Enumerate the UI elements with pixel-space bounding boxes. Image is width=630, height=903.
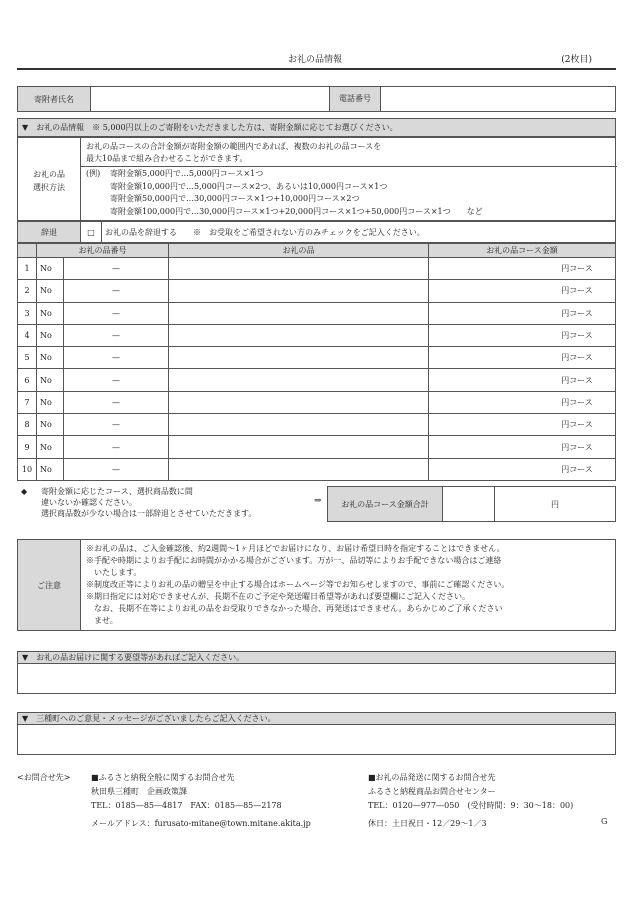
row-number: 6 [18,369,37,391]
decline-label: 辞退 [18,222,81,243]
item-number-field[interactable]: — [64,258,169,280]
row-no-label: No [37,391,64,413]
course-unit: 円コース [539,302,616,324]
request-title: ▼ お礼の品お届けに関する要望等があればご記入ください。 [17,651,616,664]
confirm-note: ◆ 寄附金額に応じたコース、選択商品数に間 違いないか確認ください。 選択商品数が少ない場合は一部辞退とさせていただきます。 [21,487,257,518]
item-name-field[interactable] [169,258,429,280]
item-number-field[interactable]: — [64,414,169,436]
course-amount-field[interactable] [429,347,540,369]
course-amount-field[interactable] [429,369,540,391]
row-number: 1 [18,258,37,280]
item-name-field[interactable] [169,414,429,436]
row-no-label: No [37,302,64,324]
item-number-field[interactable]: — [64,391,169,413]
diamond-icon: ◆ [21,487,28,496]
item-number-field[interactable]: — [64,436,169,458]
total-table [327,486,616,522]
item-name-field[interactable] [169,347,429,369]
contact-left-title: ■ふるさと納税全般に関するお問合せ先 [91,773,235,782]
example-item: 寄附金額10,000円で…5,000円コース×2つ、あるいは10,000円コース×1つ [110,181,388,191]
row-no-label: No [37,436,64,458]
item-name-field[interactable] [169,369,429,391]
request-field[interactable] [17,664,616,694]
contact-left-tel: TEL：0185—85—4817 FAX：0185—85—2178 [91,801,282,810]
item-name-field[interactable] [169,324,429,346]
course-unit: 円コース [539,414,616,436]
contact-right-org: ふるさと納税商品お問合せセンター [368,787,496,796]
course-amount-field[interactable] [429,258,540,280]
contact-left-mail: メールアドレス：furusato-mitane@town.mitane.akita.jp [91,819,311,828]
row-number: 8 [18,414,37,436]
decline-text: お礼の品を辞退する ※ お受取をご希望されない方のみチェックをご記入ください。 [102,222,616,243]
item-number-field[interactable]: — [64,280,169,302]
table-row [18,458,616,480]
message-field[interactable] [17,725,616,755]
item-name-field[interactable] [169,302,429,324]
contact-left-org: 秋田県三種町 企画政策課 [91,787,187,796]
contact-label: <お問合せ先> [17,773,71,782]
selection-method-text: お礼の品コースの合計金額が寄附金額の範囲内であれば、複数のお礼の品コースを 最大10品まで組み合わせることができます。 [86,142,382,163]
course-amount-field[interactable] [429,458,540,480]
course-amount-field[interactable] [429,302,540,324]
table-row [18,302,616,324]
donor-table [17,86,616,112]
arrow-icon: ⇒ [314,496,322,506]
header-item-name: お礼の品 [169,244,429,258]
course-unit: 円コース [539,369,616,391]
course-amount-field[interactable] [429,280,540,302]
contact-right [368,771,573,831]
course-amount-field[interactable] [429,391,540,413]
decline-table [17,221,616,243]
table-row [18,324,616,346]
selection-method-label: お礼の品 選択方法 [33,170,65,192]
contact-right-holiday: 休日：土日祝日・12／29～1／3 [368,819,487,828]
row-no-label: No [37,258,64,280]
page-title: お礼の品情報 [287,55,342,65]
table-row [18,391,616,413]
item-number-field[interactable]: — [64,369,169,391]
gift-section-title: ▼ お礼の品情報 ※ 5,000円以上のご寄附をいただきました方は、寄附金額に応じてお選びください。 [17,118,616,137]
header-rule [17,68,616,70]
course-unit: 円コース [539,391,616,413]
decline-checkbox[interactable]: □ [81,222,102,243]
course-amount-field[interactable] [429,324,540,346]
item-number-field[interactable]: — [64,324,169,346]
item-name-field[interactable] [169,458,429,480]
notes-text: ※お礼の品は、ご入金確認後、約2週間～1ヶ月ほどでお届けになり、お届け希望日時を指定することはできません。 ※手配や時期によりお手配にお時間がかかる場合がございます。万が一、品切等によりお手配できない場合はご連絡 いたします。 ※制度改正等によりお礼の品の贈呈を中止する場合はホームページ等でお知らせしますので、事前にご確認ください。 ※期日指定には対応できませんが、長期不在のご予定や発送曜日希望等があれば要望欄にご記入ください。 なお、長期不在等によりお礼の品をお受取りできなかった場合、再発送はできません。あらかじめご了承ください ませ。 [86,544,510,625]
item-number-field[interactable]: — [64,458,169,480]
item-name-field[interactable] [169,391,429,413]
example-item: 寄附金額50,000円で…30,000円コース×1つ+10,000円コース×2つ [110,194,360,203]
contact-right-title: ■お礼の品発送に関するお問合せ先 [368,773,496,782]
total-label: お礼の品コース金額合計 [328,487,443,522]
row-no-label: No [37,324,64,346]
phone-label: 電話番号 [330,87,381,112]
row-number: 2 [18,280,37,302]
message-title: ▼ 三種町へのご意見・メッセージがございましたらご記入ください。 [17,712,616,725]
row-number: 4 [18,324,37,346]
header-item-number: お礼の品番号 [37,244,169,258]
course-unit: 円コース [539,436,616,458]
row-no-label: No [37,414,64,436]
items-table [17,243,616,481]
row-no-label: No [37,280,64,302]
selection-method-box [17,137,616,221]
example-item: 寄附金額100,000円で…30,000円コース×1つ+20,000円コース×1つ+50,000円コース×1つ など [110,206,483,216]
row-number: 7 [18,391,37,413]
item-number-field[interactable]: — [64,347,169,369]
table-row [18,258,616,280]
table-row [18,280,616,302]
item-number-field[interactable]: — [64,302,169,324]
example-list [110,168,483,218]
item-name-field[interactable] [169,436,429,458]
row-number: 9 [18,436,37,458]
row-no-label: No [37,458,64,480]
item-name-field[interactable] [169,280,429,302]
notes-label: ご注意 [18,540,81,630]
row-number: 10 [18,458,37,480]
row-no-label: No [37,347,64,369]
donor-name-label: 寄附者氏名 [18,87,91,112]
course-unit: 円コース [539,458,616,480]
donor-name-field[interactable] [91,87,330,112]
contact-right-tel: TEL：0120—977—050 (受付時間：9：30～18：00) [368,801,574,810]
course-amount-field[interactable] [429,414,540,436]
row-number: 3 [18,302,37,324]
corner-mark: G [601,817,608,826]
course-unit: 円コース [539,258,616,280]
header-course-amount: お礼の品コース金額 [429,244,616,258]
page-number: (2枚目) [561,55,592,65]
table-row [18,347,616,369]
course-unit: 円コース [539,347,616,369]
table-row [18,369,616,391]
contact-left [91,771,311,831]
total-field[interactable] [495,487,616,522]
total-unit: 円 [551,499,559,509]
row-no-label: No [37,369,64,391]
course-unit: 円コース [539,324,616,346]
example-label: (例) [86,169,101,178]
table-row [18,436,616,458]
table-row [18,414,616,436]
items-header-row [18,244,616,258]
course-unit: 円コース [539,280,616,302]
row-number: 5 [18,347,37,369]
example-item: 寄附金額5,000円で…5,000円コース×1つ [110,169,264,178]
phone-field[interactable] [381,87,616,112]
notes-box [17,539,616,631]
course-amount-field[interactable] [429,436,540,458]
